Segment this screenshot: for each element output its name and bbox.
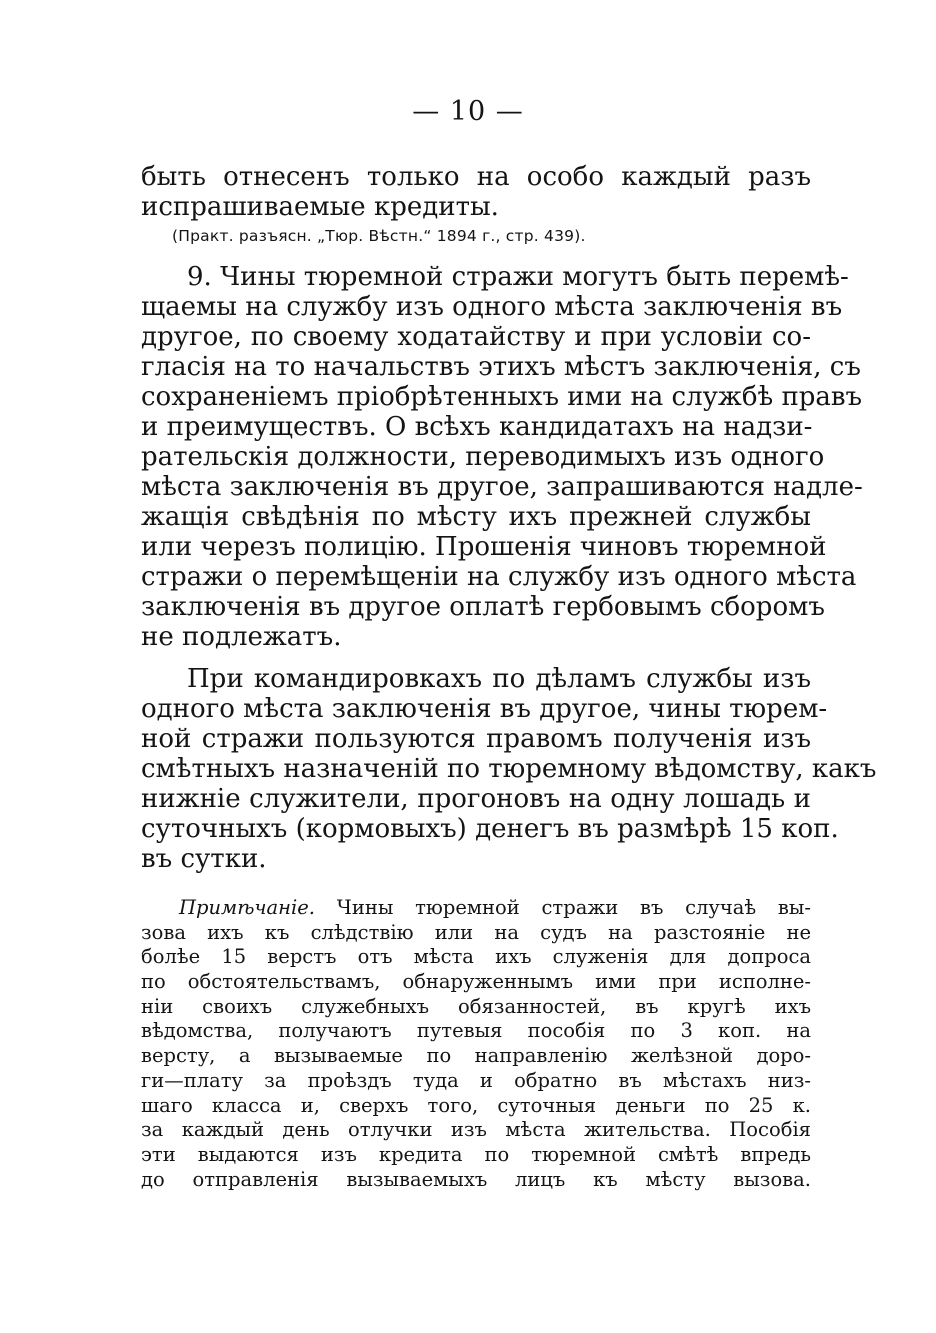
text-line: вѣдомства, получаютъ путевыя пособія по 3 коп. на <box>141 1019 811 1043</box>
note-first-line-text: Чины тюремной стражи въ случаѣ вы- <box>336 896 811 919</box>
page-number: — 10 — <box>412 96 524 127</box>
text-line: за каждый день отлучки изъ мѣста жительства. Пособія <box>141 1118 811 1142</box>
citation: (Практ. разъясн. „Тюр. Вѣстн.“ 1894 г., стр. 439). <box>172 227 586 245</box>
text-line: суточныхъ (кормовыхъ) денегъ въ размѣрѣ 15 коп. <box>141 814 839 844</box>
travel-paragraph <box>141 664 877 874</box>
text-line: гласія на то начальствъ этихъ мѣстъ заключенія, съ <box>141 352 861 382</box>
text-line: 9. Чины тюремной стражи могутъ быть перемѣ- <box>187 262 849 292</box>
text-line: заключенія въ другое оплатѣ гербовымъ сборомъ <box>141 592 825 622</box>
section-9-paragraph <box>141 262 863 652</box>
text-line: нижніе служители, прогоновъ на одну лошадь и <box>141 784 811 814</box>
note-first-line <box>141 896 811 921</box>
text-line: сохраненіемъ пріобрѣтенныхъ ими на службѣ правъ <box>141 382 863 412</box>
text-line: болѣе 15 верстъ отъ мѣста ихъ служенія для допроса <box>141 945 811 969</box>
text-line: эти выдаются изъ кредита по тюремной смѣтѣ впредь <box>141 1142 811 1166</box>
text-line: по обстоятельствамъ, обнаруженнымъ ими при исполне- <box>141 970 811 994</box>
note-label: Примѣчаніе. <box>179 896 315 919</box>
text-line: ной стражи пользуются правомъ полученія изъ <box>141 724 811 754</box>
text-line: и преимуществъ. О всѣхъ кандидатахъ на надзи- <box>141 412 813 442</box>
text-line: въ сутки. <box>141 844 267 874</box>
text-line: до отправленія вызываемыхъ лицъ къ мѣсту вызова. <box>141 1167 811 1191</box>
text-line: мѣста заключенія въ другое, запрашиваются надле- <box>141 472 863 502</box>
text-line: другое, по своему ходатайству и при условіи со- <box>141 322 811 352</box>
text-line: шаго класса и, сверхъ того, суточныя деньги по 25 к. <box>141 1093 811 1117</box>
text-line: не подлежатъ. <box>141 622 342 652</box>
text-line: ги—плату за проѣздъ туда и обратно въ мѣстахъ низ- <box>141 1068 811 1092</box>
intro-paragraph <box>141 162 811 222</box>
text-line: испрашиваемые кредиты. <box>141 192 499 222</box>
text-line: быть отнесенъ только на особо каждый разъ <box>141 162 811 192</box>
text-line: смѣтныхъ назначеній по тюремному вѣдомству, какъ <box>141 754 877 784</box>
text-line: версту, а вызываемые по направленію желѣзной доро- <box>141 1044 811 1068</box>
text-line: жащія свѣдѣнія по мѣсту ихъ прежней службы <box>141 502 811 532</box>
text-line: стражи о перемѣщеніи на службу изъ одного мѣста <box>141 562 857 592</box>
text-line: или черезъ полицію. Прошенія чиновъ тюремной <box>141 532 827 562</box>
note-paragraph <box>141 896 811 1192</box>
text-line: рательскія должности, переводимыхъ изъ одного <box>141 442 825 472</box>
text-line: щаемы на службу изъ одного мѣста заключенія въ <box>141 292 843 322</box>
text-line: ніи своихъ служебныхъ обязанностей, въ кругѣ ихъ <box>141 994 811 1018</box>
text-line: При командировкахъ по дѣламъ службы изъ <box>187 664 811 694</box>
text-line: зова ихъ къ слѣдствію или на судъ на разстояніе не <box>141 920 811 944</box>
text-line: одного мѣста заключенія въ другое, чины тюрем- <box>141 694 828 724</box>
